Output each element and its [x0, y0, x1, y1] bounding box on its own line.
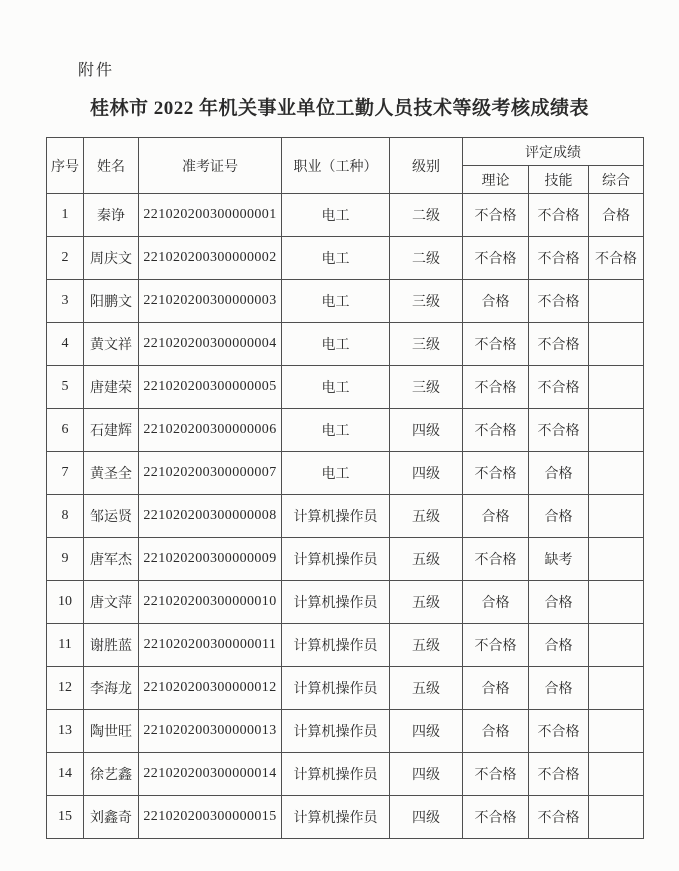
cell-skill: 不合格: [529, 409, 589, 452]
cell-level: 三级: [390, 280, 463, 323]
table-row: [47, 796, 644, 839]
table-row: [47, 323, 644, 366]
cell-ticket: 221020200300000004: [139, 323, 282, 366]
cell-name: 唐建荣: [84, 366, 139, 409]
cell-seq: 10: [47, 581, 84, 624]
table-row: [47, 237, 644, 280]
cell-seq: 6: [47, 409, 84, 452]
table-row: [47, 194, 644, 237]
attachment-label: 附件: [78, 62, 115, 79]
cell-seq: 7: [47, 452, 84, 495]
cell-comprehensive: [589, 710, 644, 753]
cell-level: 四级: [390, 452, 463, 495]
header-level: 级别: [390, 138, 463, 194]
cell-name: 黄圣全: [84, 452, 139, 495]
table-row: [47, 753, 644, 796]
cell-ticket: 221020200300000002: [139, 237, 282, 280]
cell-level: 五级: [390, 624, 463, 667]
cell-skill: 不合格: [529, 280, 589, 323]
cell-name: 唐文萍: [84, 581, 139, 624]
cell-theory: 不合格: [463, 796, 529, 839]
cell-occupation: 计算机操作员: [282, 495, 390, 538]
cell-skill: 不合格: [529, 237, 589, 280]
table-header: [47, 138, 644, 194]
cell-ticket: 221020200300000003: [139, 280, 282, 323]
header-seq: 序号: [47, 138, 84, 194]
cell-comprehensive: [589, 753, 644, 796]
cell-theory: 不合格: [463, 624, 529, 667]
cell-level: 五级: [390, 667, 463, 710]
cell-comprehensive: [589, 495, 644, 538]
cell-theory: 不合格: [463, 366, 529, 409]
cell-name: 秦诤: [84, 194, 139, 237]
cell-comprehensive: [589, 280, 644, 323]
header-name: 姓名: [84, 138, 139, 194]
header-theory: 理论: [463, 166, 529, 194]
cell-occupation: 电工: [282, 280, 390, 323]
header-occupation: 职业（工种）: [282, 138, 390, 194]
cell-comprehensive: 合格: [589, 194, 644, 237]
cell-theory: 不合格: [463, 237, 529, 280]
cell-level: 四级: [390, 796, 463, 839]
cell-seq: 9: [47, 538, 84, 581]
cell-theory: 合格: [463, 667, 529, 710]
cell-level: 三级: [390, 323, 463, 366]
page-title: 桂林市 2022 年机关事业单位工勤人员技术等级考核成绩表: [89, 98, 589, 119]
header-score-group: 评定成绩: [463, 138, 644, 166]
cell-ticket: 221020200300000008: [139, 495, 282, 538]
cell-comprehensive: [589, 796, 644, 839]
cell-level: 五级: [390, 581, 463, 624]
cell-level: 二级: [390, 237, 463, 280]
cell-seq: 3: [47, 280, 84, 323]
cell-seq: 15: [47, 796, 84, 839]
table-row: [47, 452, 644, 495]
cell-seq: 13: [47, 710, 84, 753]
cell-occupation: 计算机操作员: [282, 753, 390, 796]
cell-seq: 2: [47, 237, 84, 280]
cell-seq: 4: [47, 323, 84, 366]
cell-level: 五级: [390, 495, 463, 538]
cell-skill: 合格: [529, 667, 589, 710]
table-body: [47, 194, 644, 839]
cell-skill: 合格: [529, 452, 589, 495]
scores-table: [46, 137, 644, 839]
cell-theory: 合格: [463, 495, 529, 538]
cell-skill: 不合格: [529, 796, 589, 839]
cell-occupation: 计算机操作员: [282, 581, 390, 624]
table-row: [47, 495, 644, 538]
cell-occupation: 计算机操作员: [282, 538, 390, 581]
cell-skill: 不合格: [529, 753, 589, 796]
cell-theory: 合格: [463, 581, 529, 624]
cell-ticket: 221020200300000009: [139, 538, 282, 581]
cell-ticket: 221020200300000012: [139, 667, 282, 710]
cell-comprehensive: [589, 366, 644, 409]
cell-name: 徐艺鑫: [84, 753, 139, 796]
cell-seq: 5: [47, 366, 84, 409]
header-comprehensive: 综合: [589, 166, 644, 194]
cell-ticket: 221020200300000015: [139, 796, 282, 839]
cell-theory: 不合格: [463, 323, 529, 366]
table-row: [47, 667, 644, 710]
cell-occupation: 电工: [282, 409, 390, 452]
cell-theory: 不合格: [463, 538, 529, 581]
cell-occupation: 计算机操作员: [282, 710, 390, 753]
cell-comprehensive: [589, 452, 644, 495]
cell-occupation: 电工: [282, 237, 390, 280]
cell-theory: 不合格: [463, 452, 529, 495]
cell-seq: 11: [47, 624, 84, 667]
cell-skill: 缺考: [529, 538, 589, 581]
cell-seq: 1: [47, 194, 84, 237]
cell-skill: 合格: [529, 495, 589, 538]
cell-name: 周庆文: [84, 237, 139, 280]
header-skill: 技能: [529, 166, 589, 194]
cell-seq: 12: [47, 667, 84, 710]
cell-ticket: 221020200300000013: [139, 710, 282, 753]
cell-level: 四级: [390, 710, 463, 753]
cell-occupation: 计算机操作员: [282, 624, 390, 667]
header-row-main: [47, 138, 644, 166]
cell-name: 刘鑫奇: [84, 796, 139, 839]
cell-skill: 合格: [529, 624, 589, 667]
cell-ticket: 221020200300000005: [139, 366, 282, 409]
cell-occupation: 计算机操作员: [282, 796, 390, 839]
table-row: [47, 409, 644, 452]
cell-name: 陶世旺: [84, 710, 139, 753]
cell-level: 二级: [390, 194, 463, 237]
cell-theory: 不合格: [463, 194, 529, 237]
cell-name: 李海龙: [84, 667, 139, 710]
cell-skill: 不合格: [529, 194, 589, 237]
table-row: [47, 710, 644, 753]
cell-skill: 合格: [529, 581, 589, 624]
cell-name: 阳鹏文: [84, 280, 139, 323]
cell-name: 唐军杰: [84, 538, 139, 581]
cell-theory: 不合格: [463, 409, 529, 452]
cell-comprehensive: 不合格: [589, 237, 644, 280]
cell-name: 石建辉: [84, 409, 139, 452]
cell-comprehensive: [589, 624, 644, 667]
cell-comprehensive: [589, 667, 644, 710]
cell-comprehensive: [589, 581, 644, 624]
cell-occupation: 电工: [282, 323, 390, 366]
cell-comprehensive: [589, 323, 644, 366]
cell-level: 五级: [390, 538, 463, 581]
cell-theory: 合格: [463, 710, 529, 753]
cell-occupation: 电工: [282, 452, 390, 495]
cell-skill: 不合格: [529, 323, 589, 366]
cell-ticket: 221020200300000001: [139, 194, 282, 237]
cell-occupation: 电工: [282, 366, 390, 409]
table-row: [47, 366, 644, 409]
cell-theory: 合格: [463, 280, 529, 323]
table-row: [47, 538, 644, 581]
cell-ticket: 221020200300000011: [139, 624, 282, 667]
cell-seq: 14: [47, 753, 84, 796]
cell-comprehensive: [589, 538, 644, 581]
cell-level: 四级: [390, 753, 463, 796]
table-row: [47, 280, 644, 323]
cell-comprehensive: [589, 409, 644, 452]
table-row: [47, 581, 644, 624]
cell-theory: 不合格: [463, 753, 529, 796]
cell-occupation: 计算机操作员: [282, 667, 390, 710]
cell-ticket: 221020200300000006: [139, 409, 282, 452]
cell-seq: 8: [47, 495, 84, 538]
cell-name: 邹运贤: [84, 495, 139, 538]
cell-level: 四级: [390, 409, 463, 452]
cell-ticket: 221020200300000007: [139, 452, 282, 495]
cell-ticket: 221020200300000010: [139, 581, 282, 624]
cell-skill: 不合格: [529, 366, 589, 409]
cell-occupation: 电工: [282, 194, 390, 237]
cell-level: 三级: [390, 366, 463, 409]
cell-ticket: 221020200300000014: [139, 753, 282, 796]
cell-name: 谢胜蓝: [84, 624, 139, 667]
header-ticket: 准考证号: [139, 138, 282, 194]
table-row: [47, 624, 644, 667]
cell-skill: 不合格: [529, 710, 589, 753]
cell-name: 黄文祥: [84, 323, 139, 366]
